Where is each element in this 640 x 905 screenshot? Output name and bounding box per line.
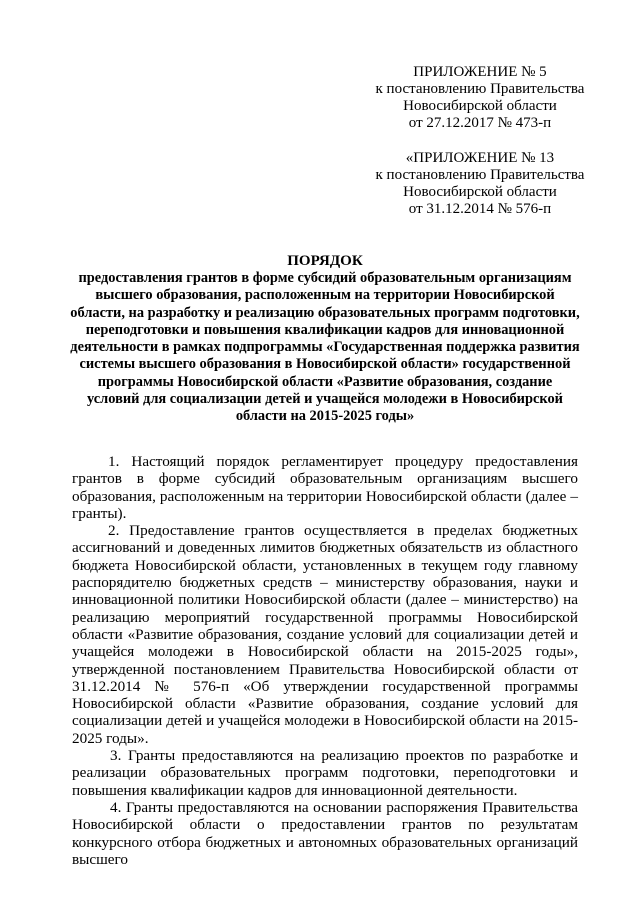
- appendix-header-2: [375, 150, 585, 218]
- document-title-block: [70, 253, 580, 426]
- appendix-header-1: [375, 64, 585, 132]
- document-subtitle: предоставления грантов в форме субсидий образовательным организациям высшего образования, расположенным на территории Новосибирской области, на разработку и реализацию образовательных программ подготовки, переподготовки и повышения квалификации кадров для инновационной деятельности в рамках подпрограммы «Государственная поддержка развития системы высшего образования в Новосибирской области» государственной программы Новосибирской области «Развитие образования, создание условий для социализации детей и учащейся молодежи в Новосибирской области на 2015-2025 годы»: [70, 270, 580, 425]
- document-body: [72, 453, 578, 868]
- appendix-2-title: «ПРИЛОЖЕНИЕ № 13: [405, 150, 555, 166]
- appendix-2-line2: к постановлению Правительства: [375, 167, 585, 183]
- paragraph-3: 3. Гранты предоставляются на реализацию проектов по разработке и реализации образовательных программ подготовки, переподготовки и повышения квалификации кадров для инновационной деятельности.: [72, 747, 578, 799]
- document-heading: ПОРЯДОК: [287, 253, 363, 269]
- paragraph-4: 4. Гранты предоставляются на основании распоряжения Правительства Новосибирской области о предоставлении грантов по результатам конкурсного отбора бюджетных и автономных образовательных организаций высшего: [72, 798, 578, 868]
- paragraph-1: 1. Настоящий порядок регламентирует процедуру предоставления грантов в форме субсидий образовательным организациям высшего образования, расположенным на территории Новосибирской области (далее – гранты).: [72, 453, 578, 522]
- appendix-2-date: от 31.12.2014 № 576-п: [408, 201, 552, 217]
- appendix-1-title: ПРИЛОЖЕНИЕ № 5: [413, 64, 547, 80]
- appendix-1-line3: Новосибирской области: [403, 98, 557, 114]
- appendix-1-date: от 27.12.2017 № 473-п: [408, 115, 552, 131]
- appendix-1-line2: к постановлению Правительства: [375, 81, 585, 97]
- appendix-2-line3: Новосибирской области: [403, 184, 557, 200]
- paragraph-2: 2. Предоставление грантов осуществляется в пределах бюджетных ассигнований и доведенных лимитов бюджетных обязательств из областного бюджета Новосибирской области, установленных в текущем году главному распорядителю бюджетных средств – министерству образования, науки и инновационной политики Новосибирской области (далее – министерство) на реализацию мероприятий государственной программы Новосибирской области «Развитие образования, создание условий для социализации детей и учащейся молодежи в Новосибирской области на 2015-2025 годы», утвержденной постановлением Правительства Новосибирской области от 31.12.2014 № 576-п «Об утверждении государственной программы Новосибирской области «Развитие образования, создание условий для социализации детей и учащейся молодежи в Новосибирской области на 2015-2025 годы».: [72, 522, 578, 747]
